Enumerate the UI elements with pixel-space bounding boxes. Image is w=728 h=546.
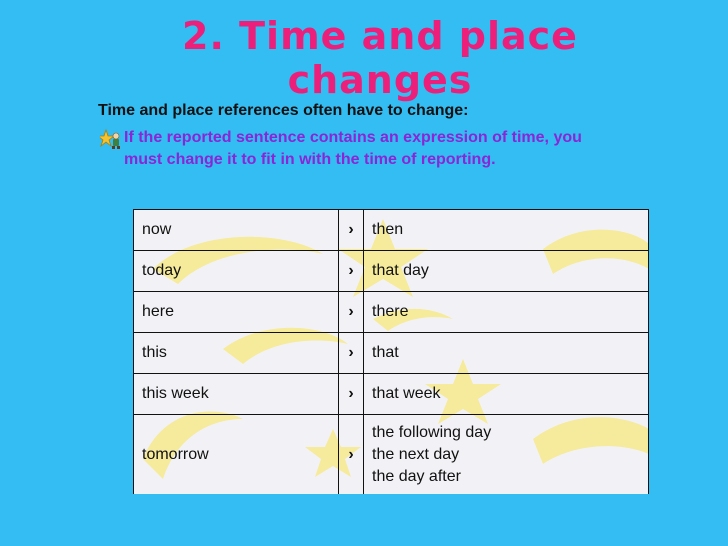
reported-expression-text: that week xyxy=(372,385,441,402)
reported-expression-text: the next day xyxy=(372,445,460,463)
star-person-icon xyxy=(100,128,124,150)
arrow-icon: › xyxy=(339,333,364,374)
arrow-icon: › xyxy=(339,251,364,292)
arrow-icon: › xyxy=(339,415,364,495)
reported-expression-cell xyxy=(364,210,649,251)
arrow-icon: › xyxy=(339,292,364,333)
conversion-table xyxy=(133,209,649,494)
arrow-icon: › xyxy=(339,210,364,251)
reported-expression-text: that xyxy=(372,344,399,361)
original-expression-cell: this xyxy=(134,333,339,374)
bullet-point xyxy=(100,127,620,171)
table-row xyxy=(134,333,649,374)
table-row xyxy=(134,292,649,333)
original-expression-cell: tomorrow xyxy=(134,415,339,495)
reported-expression-text: the following day xyxy=(372,423,492,441)
slide-subtitle: Time and place references often have to change: xyxy=(98,102,469,119)
reported-expression-cell xyxy=(364,374,649,415)
original-expression-cell: here xyxy=(134,292,339,333)
reported-expression-cell xyxy=(364,251,649,292)
table-row xyxy=(134,415,649,495)
reported-expression-text: that day xyxy=(372,262,429,279)
slide-title: 2. Time and place changes xyxy=(182,14,578,102)
reported-expression-text: there xyxy=(372,303,409,320)
reported-expression-text: then xyxy=(372,221,404,238)
reported-expression-cell xyxy=(364,292,649,333)
bullet-text: If the reported sentence contains an expression of time, you must change it to fit in with the time of reporting. xyxy=(124,129,582,168)
table-row xyxy=(134,210,649,251)
arrow-icon: › xyxy=(339,374,364,415)
reported-expression-cell xyxy=(364,415,649,495)
time-place-table xyxy=(133,209,649,494)
table-row xyxy=(134,374,649,415)
table-row xyxy=(134,251,649,292)
original-expression-cell: now xyxy=(134,210,339,251)
original-expression-cell: this week xyxy=(134,374,339,415)
reported-expression-text: the day after xyxy=(372,467,461,485)
original-expression-cell: today xyxy=(134,251,339,292)
reported-expression-cell xyxy=(364,333,649,374)
